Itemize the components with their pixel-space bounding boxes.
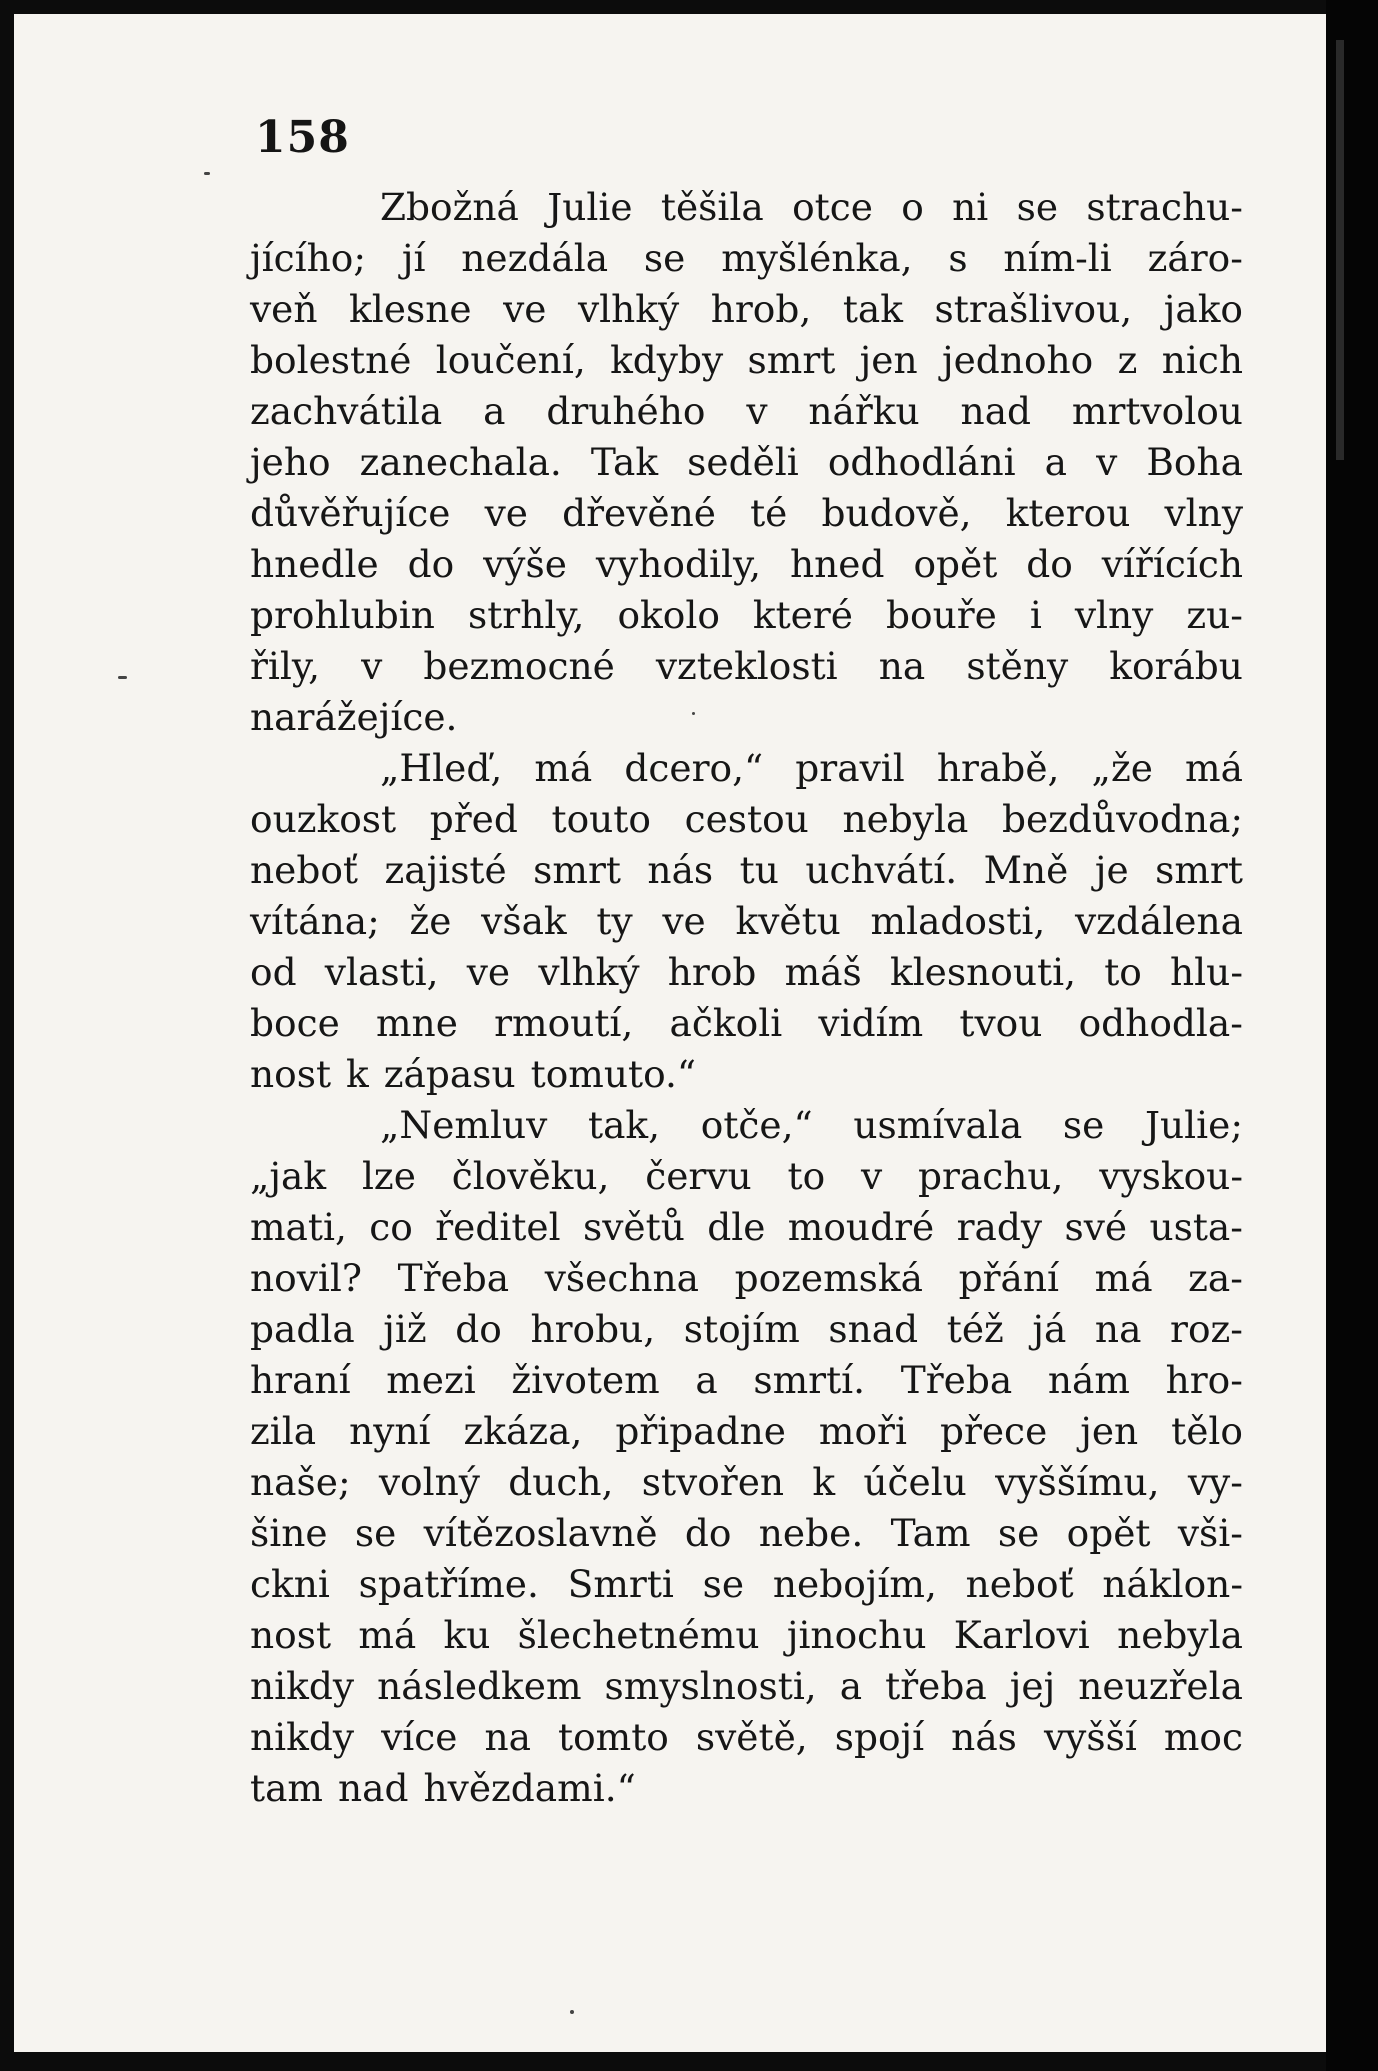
word: ku [443,1613,491,1657]
word: třeba [885,1664,987,1708]
word: otce [792,185,873,229]
word: veň [250,287,318,331]
word: strachu- [1086,185,1243,229]
word: té [750,491,788,535]
word: vidím [818,1001,924,1045]
word: se [702,1562,745,1606]
word: s [948,236,968,280]
word: před [429,797,518,841]
word: roz- [1170,1307,1243,1351]
word: mne [376,1001,458,1045]
word: opět [1066,1511,1151,1555]
word: klesnouti, [889,950,1076,994]
word: hrob [667,950,757,994]
text-line [250,947,1243,998]
word: smrtí. [753,1358,866,1402]
word: „Nemluv [380,1103,548,1147]
word: hned [790,542,885,586]
word: snad [828,1307,919,1351]
word: vlny [1164,491,1243,535]
word: loučení, [435,338,586,382]
word: zajisté [384,848,507,892]
word: nikdy [250,1664,355,1708]
word: tam [250,1766,323,1810]
word: seděli [687,440,799,484]
word: v [361,644,383,688]
word: do [407,542,455,586]
text-line [250,539,1243,590]
word: „Hleď, [380,746,503,790]
word: „že [1091,746,1153,790]
word: moři [818,1409,907,1453]
word: bolestné [250,338,412,382]
text-line [250,233,1243,284]
word: červu [645,1154,752,1198]
word: nad [960,389,1032,433]
text-line [250,998,1243,1049]
binding-strip [1336,40,1344,460]
word: jícího; [250,236,366,280]
word: nost [250,1613,332,1657]
text-line [250,437,1243,488]
word: Zbožná [380,185,519,229]
word: do [1026,542,1073,586]
word: vlasti, [324,950,439,994]
word: prachu, [917,1154,1064,1198]
word: strhly, [467,593,585,637]
word: novil? [250,1256,363,1300]
word: své [1064,1205,1128,1249]
text-line [250,335,1243,386]
word: vlny [1074,593,1154,637]
word: okolo [617,593,720,637]
word: hrabě, [936,746,1060,790]
word: klesne [349,287,472,331]
word: moudré [787,1205,935,1249]
word: jednoho [941,338,1094,382]
word: do [455,1307,502,1351]
text-line [250,182,1243,233]
word: odhodla- [1078,1001,1243,1045]
word: tak, [588,1103,661,1147]
word: a [695,1358,718,1402]
word: dřevěné [562,491,716,535]
word: že [409,899,452,943]
text-line [250,1661,1243,1712]
word: ve [466,950,511,994]
word: vyhodily, [595,542,762,586]
text-line [250,1406,1243,1457]
text-line [250,794,1243,845]
word: se [354,1511,397,1555]
word: šine [250,1511,328,1555]
word: a [1044,440,1068,484]
word: náklon- [1102,1562,1243,1606]
word: více [381,1715,458,1759]
word: já [1032,1307,1067,1351]
word: se [1016,185,1059,229]
word: účelu [863,1460,967,1504]
word: je [1094,848,1129,892]
word: Julie; [1144,1103,1243,1147]
word: jen [859,338,918,382]
word: tomuto.“ [530,1052,697,1096]
word: bezdůvodna; [1001,797,1243,841]
word: Smrti [567,1562,674,1606]
word: má [534,746,593,790]
word: zachvátila [250,389,443,433]
word: těšila [660,185,764,229]
word: zanechala. [359,440,562,484]
word: nám [1047,1358,1130,1402]
word: které [752,593,853,637]
word: mezi [386,1358,476,1402]
word: nebyla [1117,1613,1243,1657]
word: narážejíce. [250,695,458,739]
word: se [643,236,686,280]
word: ním-li [1003,236,1112,280]
word: stěny [966,644,1069,688]
word: ředitel [435,1205,561,1249]
word: přání [958,1256,1060,1300]
word: řily, [250,644,321,688]
text-line [250,1712,1243,1763]
word: pravil [795,746,905,790]
word: bouře [885,593,997,637]
word: ve [662,899,706,943]
text-line [250,1304,1243,1355]
word: dle [707,1205,766,1249]
word: boce [250,1001,340,1045]
word: vlhký [538,950,640,994]
word: z [1117,338,1138,382]
word: nebojím, [772,1562,937,1606]
word: Tak [590,440,659,484]
word: však [481,899,567,943]
word: nebe. [758,1511,864,1555]
word: hnedle [250,542,379,586]
word: budově, [821,491,972,535]
word: hvězdami.“ [423,1766,636,1810]
word: „jak [250,1154,327,1198]
word: padla [250,1307,355,1351]
word: nás [647,848,714,892]
word: Boha [1146,440,1243,484]
word: korábu [1109,644,1243,688]
word: Tam [890,1511,971,1555]
word: uchvátí. [805,848,958,892]
word: vyššímu, [995,1460,1160,1504]
word: jej [1009,1664,1056,1708]
word: má [358,1613,417,1657]
word: ty [596,899,633,943]
word: na [878,644,926,688]
word: vyšší [1043,1715,1137,1759]
word: stvořen [641,1460,785,1504]
word: v [1096,440,1118,484]
word: Třeba [900,1358,1013,1402]
word: se [1062,1103,1105,1147]
word: máš [784,950,862,994]
word: světů [583,1205,685,1249]
word: smyslnosti, [604,1664,817,1708]
word: mrtvolou [1071,389,1243,433]
word: v [860,1154,883,1198]
word: neboť [250,848,358,892]
word: do [684,1511,732,1555]
text-line [250,1457,1243,1508]
word: vzteklosti [655,644,838,688]
text-line [250,1763,1243,1814]
word: životem [511,1358,660,1402]
word: zápasu [383,1052,516,1096]
word: má [1185,746,1243,790]
word: lze [361,1154,416,1198]
word: tvou [959,1001,1043,1045]
word: ačkoli [669,1001,783,1045]
word: již [383,1307,427,1351]
text-line [250,641,1243,692]
word: záro- [1147,236,1243,280]
print-speck [204,172,210,175]
word: tělo [1171,1409,1243,1453]
word: opět [913,542,998,586]
word: usta- [1149,1205,1243,1249]
word: důvěřujíce [250,491,451,535]
word: vši- [1177,1511,1243,1555]
word: vyskou- [1099,1154,1243,1198]
word: smrt [747,338,836,382]
word: nezdála [461,236,609,280]
word: jeho [250,440,331,484]
word: otče,“ [700,1103,813,1147]
word: na [1094,1307,1142,1351]
word: neboť [965,1562,1074,1606]
word: rady [956,1205,1043,1249]
word: od [250,950,297,994]
word: jen [1080,1409,1139,1453]
word: Julie [547,185,633,229]
word: k [346,1052,369,1096]
word: a [839,1664,863,1708]
word: moc [1163,1715,1243,1759]
word: Mně [983,848,1069,892]
text-line [250,590,1243,641]
word: ouzkost [250,797,397,841]
word: kterou [1005,491,1131,535]
word: bezmocné [423,644,615,688]
word: i [1029,593,1042,637]
word: za- [1188,1256,1243,1300]
word: duch, [508,1460,614,1504]
text-line [250,1508,1243,1559]
word: Třeba [397,1256,510,1300]
word: na [484,1715,531,1759]
word: hlu- [1170,950,1243,994]
word: jí [401,236,426,280]
text-line [250,1151,1243,1202]
word: nikdy [250,1715,355,1759]
word: hrob, [710,287,812,331]
word: touto [551,797,651,841]
word: zu- [1186,593,1243,637]
word: a [483,389,506,433]
word: co [369,1205,413,1249]
word: to [1104,950,1142,994]
text-line [250,284,1243,335]
word: vy- [1187,1460,1243,1504]
word: spojí [834,1715,925,1759]
text-line [250,488,1243,539]
word: stojím [683,1307,800,1351]
page-number: 158 [255,112,350,163]
word: dcero,“ [624,746,764,790]
word: všechna [544,1256,699,1300]
word: vířících [1101,542,1243,586]
word: o [901,185,924,229]
word: jako [1163,287,1243,331]
word: Karlovi [953,1613,1090,1657]
word: ve [503,287,547,331]
text-line [250,1049,1243,1100]
word: mati, [250,1205,347,1249]
word: nost [250,1052,332,1096]
word: přece [939,1409,1048,1453]
word: spatříme. [358,1562,539,1606]
word: zkáza, [463,1409,583,1453]
word: smrt [1155,848,1243,892]
word: jinochu [786,1613,927,1657]
word: hraní [250,1358,351,1402]
word: mladosti, [870,899,1046,943]
text-line [250,1610,1243,1661]
word: kdyby [610,338,724,382]
word: vlhký [577,287,680,331]
word: volný [378,1460,480,1504]
word: myšlénka, [721,236,913,280]
word: nyní [349,1409,431,1453]
word: výše [483,542,567,586]
page-binding-edge [1326,0,1378,2071]
text-line [250,1100,1243,1151]
word: vítězoslavně [423,1511,658,1555]
word: též [946,1307,1004,1351]
word: květu [735,899,841,943]
text-line [250,1253,1243,1304]
word: strašlivou, [934,287,1133,331]
body-text [250,182,1243,1814]
word: se [997,1511,1040,1555]
word: připadne [615,1409,786,1453]
word: nich [1161,338,1243,382]
print-speck [118,676,127,679]
text-line [250,896,1243,947]
word: nebyla [842,797,969,841]
word: hrobu, [530,1307,656,1351]
word: světě, [695,1715,808,1759]
text-line [250,845,1243,896]
word: naše; [250,1460,351,1504]
word: smrt [533,848,621,892]
text-line [250,692,1243,743]
word: následkem [377,1664,582,1708]
word: vzdálena [1074,899,1243,943]
word: vítána; [250,899,380,943]
word: nářku [808,389,920,433]
word: prohlubin [250,593,435,637]
word: usmívala [853,1103,1023,1147]
text-line [250,1355,1243,1406]
word: k [812,1460,836,1504]
word: tomto [558,1715,669,1759]
word: hro- [1165,1358,1243,1402]
word: druhého [546,389,706,433]
word: člověku, [451,1154,610,1198]
word: má [1094,1256,1153,1300]
text-line [250,1559,1243,1610]
word: v [746,389,768,433]
word: nás [951,1715,1017,1759]
word: nad [338,1766,409,1810]
word: cestou [684,797,809,841]
word: rmoutí, [494,1001,634,1045]
word: ve [484,491,528,535]
word: zila [250,1409,317,1453]
word: pozemská [734,1256,924,1300]
word: odhodláni [827,440,1016,484]
word: tu [739,848,779,892]
word: to [787,1154,826,1198]
word: šlechetnému [517,1613,760,1657]
word: tak [842,287,903,331]
text-line [250,386,1243,437]
text-line [250,743,1243,794]
word: neuzřela [1078,1664,1243,1708]
word: ni [952,185,989,229]
text-line [250,1202,1243,1253]
print-speck [570,2010,574,2014]
word: ckni [250,1562,330,1606]
